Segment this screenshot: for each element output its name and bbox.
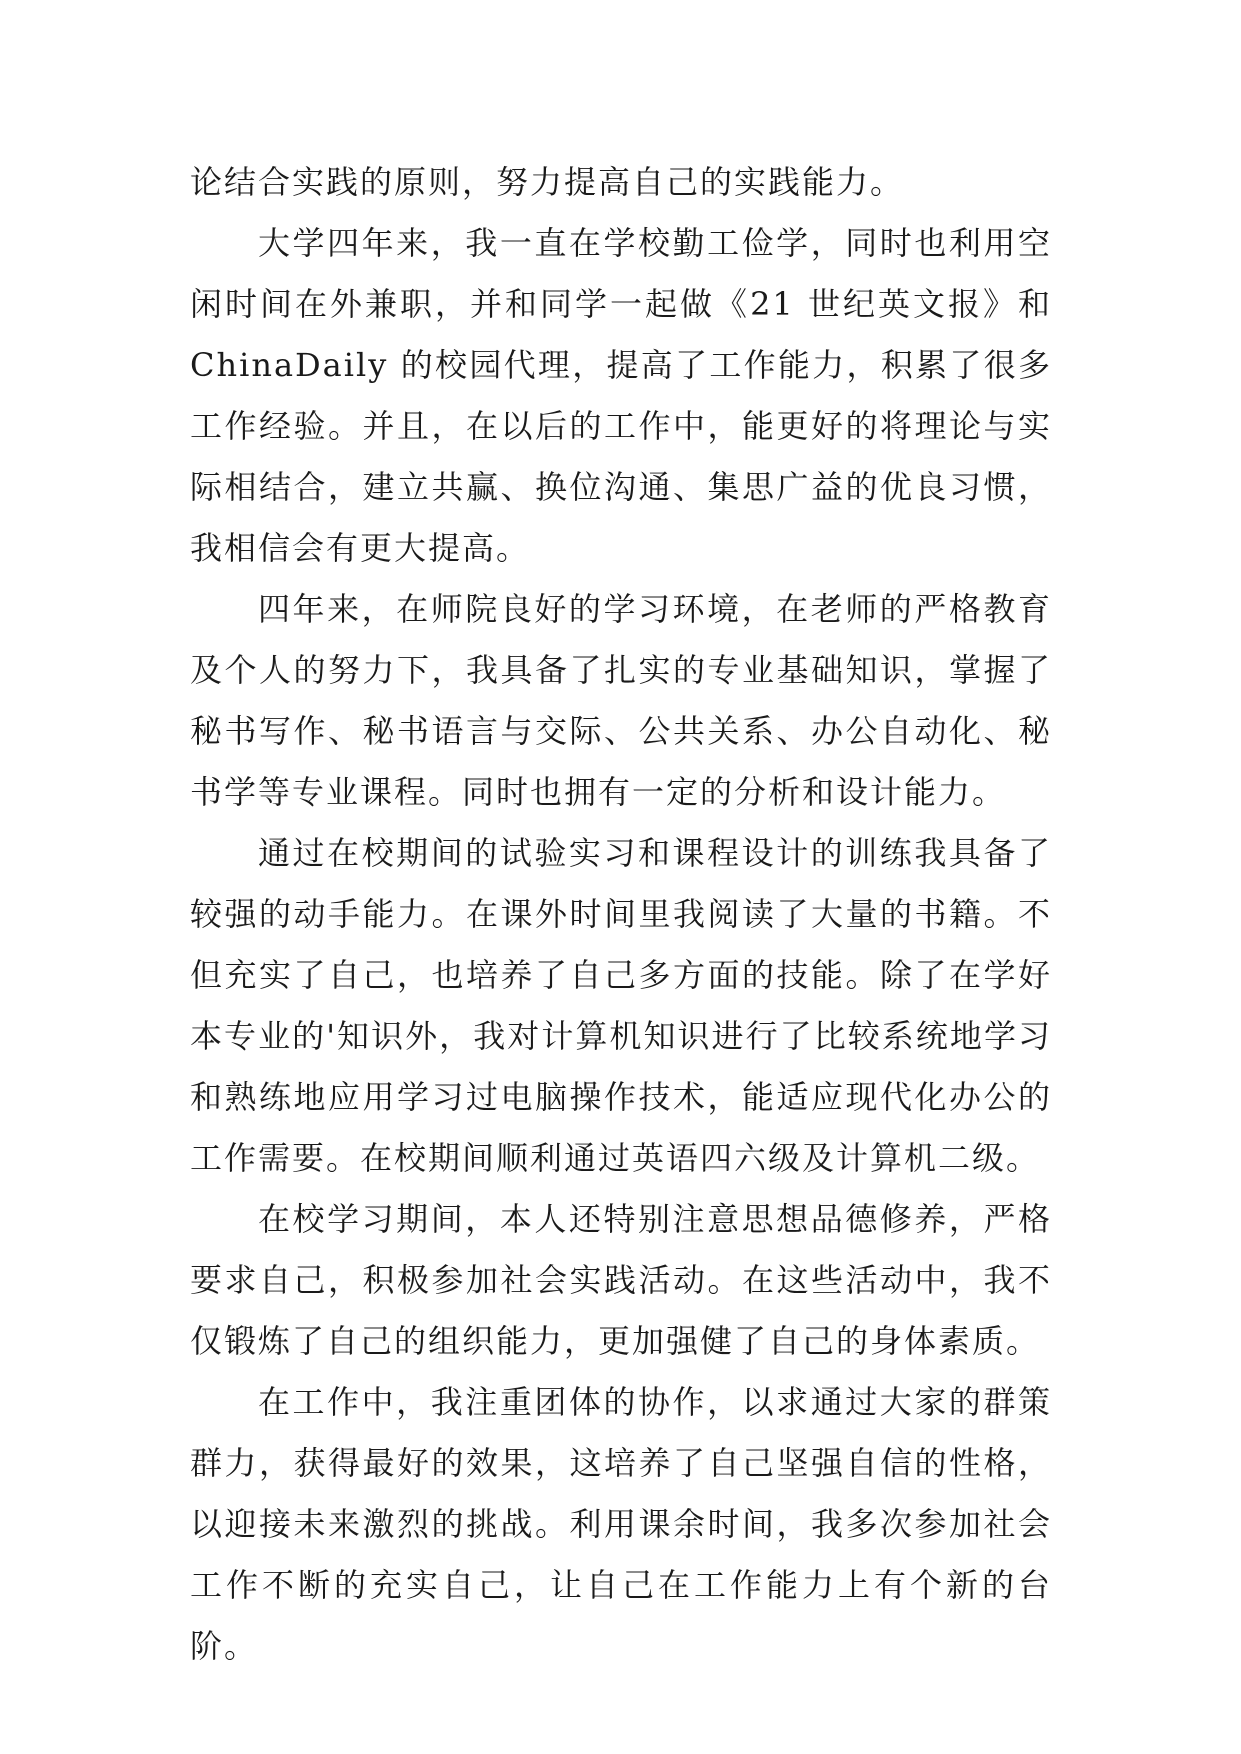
- paragraph-2: 大学四年来，我一直在学校勤工俭学，同时也利用空闲时间在外兼职，并和同学一起做《21 世纪英文报》和 ChinaDaily 的校园代理，提高了工作能力，积累了很多工作经验。并且，在以后的工作中，能更好的将理论与实际相结合，建立共赢、换位沟通、集思广益的优良习惯，我相信会有更大提高。: [190, 224, 1052, 567]
- paragraph-6: 在工作中，我注重团体的协作，以求通过大家的群策群力，获得最好的效果，这培养了自己坚强自信的性格，以迎接未来激烈的挑战。利用课余时间，我多次参加社会工作不断的充实自己，让自己在工作能力上有个新的台阶。: [190, 1383, 1052, 1665]
- document-body: [190, 152, 1052, 1677]
- paragraph-3: 四年来，在师院良好的学习环境，在老师的严格教育及个人的努力下，我具备了扎实的专业基础知识，掌握了秘书写作、秘书语言与交际、公共关系、办公自动化、秘书学等专业课程。同时也拥有一定的分析和设计能力。: [190, 590, 1052, 811]
- paragraph-5: 在校学习期间，本人还特别注意思想品德修养，严格要求自己，积极参加社会实践活动。在这些活动中，我不仅锻炼了自己的组织能力，更加强健了自己的身体素质。: [190, 1200, 1052, 1360]
- paragraph-4: 通过在校期间的试验实习和课程设计的训练我具备了较强的动手能力。在课外时间里我阅读了大量的书籍。不但充实了自己，也培养了自己多方面的技能。除了在学好本专业的'知识外，我对计算机知识进行了比较系统地学习和熟练地应用学习过电脑操作技术，能适应现代化办公的工作需要。在校期间顺利通过英语四六级及计算机二级。: [190, 834, 1052, 1177]
- paragraph-1: 论结合实践的原则，努力提高自己的实践能力。: [190, 163, 905, 201]
